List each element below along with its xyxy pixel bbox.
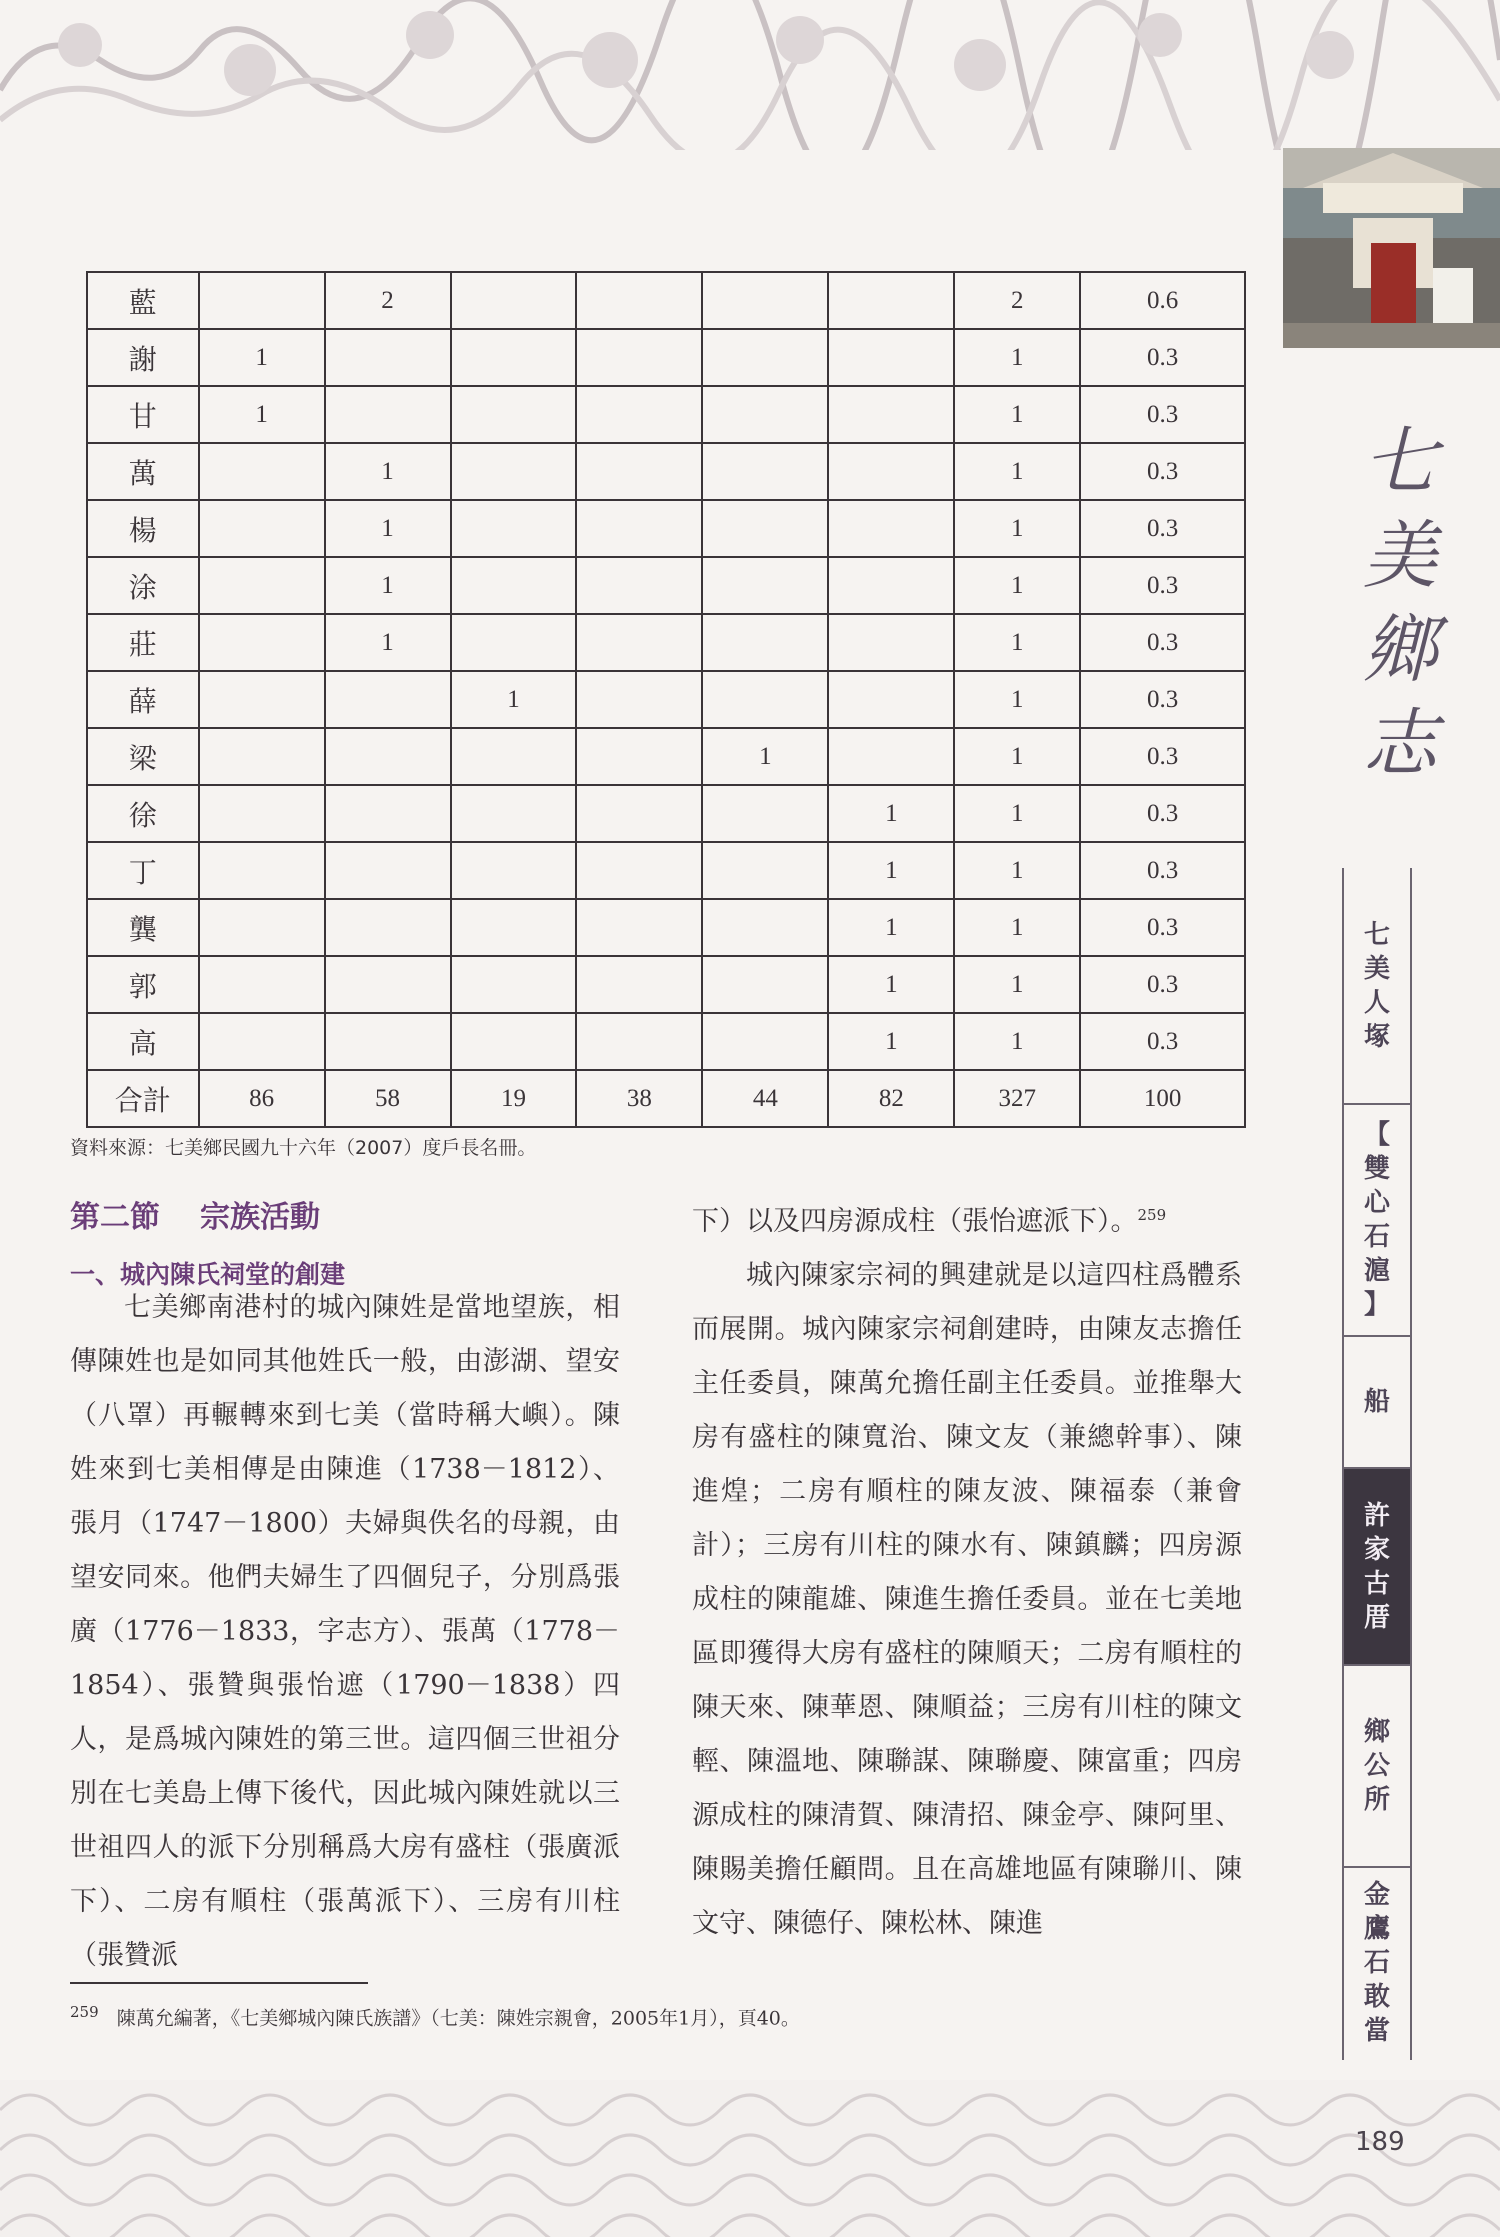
table-cell — [576, 500, 702, 557]
table-cell: 1 — [954, 329, 1080, 386]
sidebar-tab-qimei-tomb[interactable]: 七 美 人 塚 — [1344, 868, 1410, 1105]
table-cell: 1 — [954, 443, 1080, 500]
table-source-note: 資料來源：七美鄉民國九十六年（2007）度戶長名冊。 — [70, 1137, 537, 1159]
table-cell — [199, 500, 325, 557]
surname-cell: 合計 — [87, 1070, 199, 1127]
section-heading — [70, 1192, 320, 1236]
title-char: 美 — [1363, 513, 1437, 599]
table-cell: 0.3 — [1080, 785, 1245, 842]
table-cell: 0.3 — [1080, 956, 1245, 1013]
table-cell: 0.3 — [1080, 842, 1245, 899]
table-cell: 1 — [325, 443, 451, 500]
table-row — [87, 614, 1245, 671]
surname-cell: 萬 — [87, 443, 199, 500]
table-cell: 1 — [828, 785, 954, 842]
table-cell — [325, 842, 451, 899]
table-cell — [325, 329, 451, 386]
table-cell — [702, 671, 828, 728]
table-cell: 1 — [702, 728, 828, 785]
table-cell — [451, 899, 577, 956]
table-cell — [702, 956, 828, 1013]
table-cell: 327 — [954, 1070, 1080, 1127]
table-cell: 0.3 — [1080, 671, 1245, 728]
table-cell — [576, 899, 702, 956]
surname-cell: 甘 — [87, 386, 199, 443]
table-cell — [702, 899, 828, 956]
table-cell — [451, 785, 577, 842]
table-cell: 38 — [576, 1070, 702, 1127]
surname-cell: 徐 — [87, 785, 199, 842]
table-cell — [199, 614, 325, 671]
surname-cell: 莊 — [87, 614, 199, 671]
surname-cell: 龔 — [87, 899, 199, 956]
table-cell: 1 — [954, 728, 1080, 785]
book-title-vertical — [1345, 415, 1455, 795]
table-cell — [702, 272, 828, 329]
table-cell — [576, 329, 702, 386]
table-row — [87, 557, 1245, 614]
table-cell — [702, 614, 828, 671]
table-cell — [199, 671, 325, 728]
table-cell — [828, 671, 954, 728]
table-body — [87, 272, 1245, 1127]
table-cell: 1 — [954, 386, 1080, 443]
table-cell — [325, 1013, 451, 1070]
table-cell — [576, 557, 702, 614]
table-cell: 0.3 — [1080, 557, 1245, 614]
table-row — [87, 1013, 1245, 1070]
sidebar-tab-double-heart-weir[interactable]: 【 雙 心 石 滬 】 — [1344, 1105, 1410, 1337]
table-row — [87, 956, 1245, 1013]
table-cell: 1 — [954, 1013, 1080, 1070]
table-cell: 1 — [325, 557, 451, 614]
table-cell: 0.3 — [1080, 443, 1245, 500]
table-cell — [576, 443, 702, 500]
table-cell — [199, 956, 325, 1013]
body-paragraph-continued: 下）以及四房源成柱（張怡遮派下）。$^{259}$ — [692, 1206, 1167, 1237]
table-cell — [199, 899, 325, 956]
table-cell — [451, 329, 577, 386]
table-cell: 1 — [828, 842, 954, 899]
table-cell: 44 — [702, 1070, 828, 1127]
table-cell — [702, 329, 828, 386]
body-paragraph: 城內陳家宗祠的興建就是以這四柱爲體系而展開。城內陳家宗祠創建時，由陳友志擔任主任委員，陳萬允擔任副主任委員。並推舉大房有盛柱的陳寬治、陳文友（兼總幹事）、陳進煌；二房有順柱的陳友波、陳福泰（兼會計）；三房有川柱的陳水有、陳鎮麟；四房源成柱的陳龍雄、陳進生擔任委員。並在七美地區即獲得大房有盛柱的陳順天；二房有順柱的陳天來、陳華恩、陳順益；三房有川柱的陳文輕、陳溫地、陳聯謀、陳聯慶、陳富重；四房源成柱的陳清賀、陳清招、陳金亭、陳阿里、陳賜美擔任顧問。且在高雄地區有陳聯川、陳文守、陳德仔、陳松林、陳進 — [692, 1260, 1242, 1939]
table-cell — [828, 443, 954, 500]
section-label: 第二節 — [70, 1200, 160, 1235]
table-cell — [828, 329, 954, 386]
table-cell — [199, 272, 325, 329]
table-cell: 1 — [954, 785, 1080, 842]
table-cell: 0.3 — [1080, 329, 1245, 386]
table-cell — [451, 443, 577, 500]
table-row — [87, 785, 1245, 842]
wave-pattern-footer — [0, 2080, 1500, 2237]
table-cell — [325, 728, 451, 785]
table-cell: 100 — [1080, 1070, 1245, 1127]
table-cell — [702, 557, 828, 614]
table-cell — [702, 443, 828, 500]
title-char: 鄉 — [1363, 607, 1437, 693]
table-cell: 0.3 — [1080, 614, 1245, 671]
table-cell: 0.3 — [1080, 500, 1245, 557]
table-cell: 1 — [954, 899, 1080, 956]
table-cell — [451, 272, 577, 329]
table-cell — [702, 785, 828, 842]
table-cell — [325, 899, 451, 956]
table-cell — [576, 785, 702, 842]
table-cell: 1 — [828, 956, 954, 1013]
footnote-rule — [70, 1982, 368, 1984]
table-cell — [828, 500, 954, 557]
body-column-right — [692, 1188, 1242, 1951]
table-row — [87, 386, 1245, 443]
surname-statistics-table — [86, 271, 1246, 1128]
surname-cell: 涂 — [87, 557, 199, 614]
table-row — [87, 1070, 1245, 1127]
table-cell: 1 — [199, 386, 325, 443]
table-cell — [576, 386, 702, 443]
table-row — [87, 329, 1245, 386]
table-cell: 1 — [828, 1013, 954, 1070]
table-cell: 1 — [954, 671, 1080, 728]
table-cell — [451, 614, 577, 671]
table-cell — [451, 728, 577, 785]
sidebar-tab-boat[interactable]: 船 — [1344, 1337, 1410, 1469]
table-cell — [325, 956, 451, 1013]
table-cell — [828, 386, 954, 443]
title-char: 志 — [1363, 701, 1437, 787]
table-cell: 19 — [451, 1070, 577, 1127]
table-cell: 0.3 — [1080, 728, 1245, 785]
table-cell — [199, 728, 325, 785]
footnote-text: 陳萬允編著，《七美鄉城內陳氏族譜》（七美：陳姓宗親會，2005年1月），頁40。 — [116, 2007, 800, 2030]
table-cell — [576, 956, 702, 1013]
table-cell — [702, 500, 828, 557]
table-cell — [576, 728, 702, 785]
table-cell: 0.3 — [1080, 1013, 1245, 1070]
table-cell: 1 — [954, 500, 1080, 557]
table-cell — [828, 557, 954, 614]
body-paragraph: 七美鄉南港村的城內陳姓是當地望族，相傳陳姓也是如同其他姓氏一般，由澎湖、望安（八罩）再輾轉來到七美（當時稱大嶼）。陳姓來到七美相傳是由陳進（1738－1812）、張月（1747－1800）夫婦與佚名的母親，由望安同來。他們夫婦生了四個兒子，分別爲張廣（1776－1833，字志方）、張萬（1778－1854）、張贊與張怡遮（1790－1838）四人，是爲城內陳姓的第三世。這四個三世祖分別在七美島上傳下後代，因此城內陳姓就以三世祖四人的派下分別稱爲大房有盛柱（張廣派下）、二房有順柱（張萬派下）、三房有川柱（張贊派 — [70, 1292, 620, 1971]
table-row — [87, 500, 1245, 557]
table-cell: 0.3 — [1080, 386, 1245, 443]
sidebar-tab-stone-guardian[interactable]: 金 鷹 石 敢 當 — [1363, 1880, 1390, 2046]
surname-cell: 藍 — [87, 272, 199, 329]
table-cell — [576, 614, 702, 671]
footnote-number: 259 — [70, 2003, 99, 2021]
table-cell: 1 — [828, 899, 954, 956]
table-cell: 0.6 — [1080, 272, 1245, 329]
table-cell — [451, 956, 577, 1013]
table-cell — [828, 614, 954, 671]
table-row — [87, 272, 1245, 329]
table-cell — [199, 443, 325, 500]
sidebar-tab-township-office[interactable]: 鄉 公 所 — [1344, 1666, 1410, 1868]
table-cell — [325, 671, 451, 728]
table-cell — [576, 272, 702, 329]
section-title: 宗族活動 — [200, 1200, 320, 1235]
table-cell — [576, 842, 702, 899]
table-row — [87, 842, 1245, 899]
table-row — [87, 443, 1245, 500]
table-cell — [702, 1013, 828, 1070]
subsection-heading: 一、城內陳氏祠堂的創建 — [70, 1260, 346, 1289]
table-cell — [451, 842, 577, 899]
table-cell: 1 — [325, 500, 451, 557]
table-cell: 1 — [954, 557, 1080, 614]
table-row — [87, 899, 1245, 956]
table-cell: 1 — [954, 842, 1080, 899]
table-cell — [828, 272, 954, 329]
table-cell — [199, 785, 325, 842]
table-cell: 1 — [954, 956, 1080, 1013]
table-cell — [702, 386, 828, 443]
sidebar-tab-hsu-old-house[interactable]: 許 家 古 厝 — [1344, 1469, 1410, 1666]
table-cell: 58 — [325, 1070, 451, 1127]
page-number: 189 — [1355, 2127, 1405, 2157]
surname-cell: 高 — [87, 1013, 199, 1070]
footnote — [70, 2003, 800, 2030]
table-cell: 0.3 — [1080, 899, 1245, 956]
table-cell — [451, 386, 577, 443]
chapter-sidebar — [1342, 868, 1412, 2060]
table-cell: 1 — [451, 671, 577, 728]
table-cell: 1 — [954, 614, 1080, 671]
table-cell — [325, 785, 451, 842]
surname-cell: 薛 — [87, 671, 199, 728]
table-cell — [199, 1013, 325, 1070]
body-column-left — [70, 1281, 620, 1983]
table-cell — [828, 728, 954, 785]
table-cell: 1 — [199, 329, 325, 386]
surname-cell: 丁 — [87, 842, 199, 899]
footnote-ref[interactable]: 259 — [1137, 1206, 1167, 1224]
table-cell — [451, 500, 577, 557]
surname-cell: 郭 — [87, 956, 199, 1013]
table-cell: 2 — [325, 272, 451, 329]
table-row — [87, 671, 1245, 728]
table-cell: 86 — [199, 1070, 325, 1127]
title-char: 七 — [1363, 419, 1437, 505]
surname-cell: 梁 — [87, 728, 199, 785]
table-cell — [325, 386, 451, 443]
table-cell — [576, 671, 702, 728]
table-cell — [576, 1013, 702, 1070]
table-cell: 1 — [325, 614, 451, 671]
table-cell — [451, 1013, 577, 1070]
table-row — [87, 728, 1245, 785]
table-cell: 2 — [954, 272, 1080, 329]
table-cell — [199, 842, 325, 899]
table-cell — [702, 842, 828, 899]
surname-cell: 楊 — [87, 500, 199, 557]
cloud-pattern-header — [0, 0, 1500, 150]
table-cell: 82 — [828, 1070, 954, 1127]
table-cell — [451, 557, 577, 614]
surname-cell: 謝 — [87, 329, 199, 386]
temple-photo — [1283, 148, 1500, 348]
table-cell — [199, 557, 325, 614]
